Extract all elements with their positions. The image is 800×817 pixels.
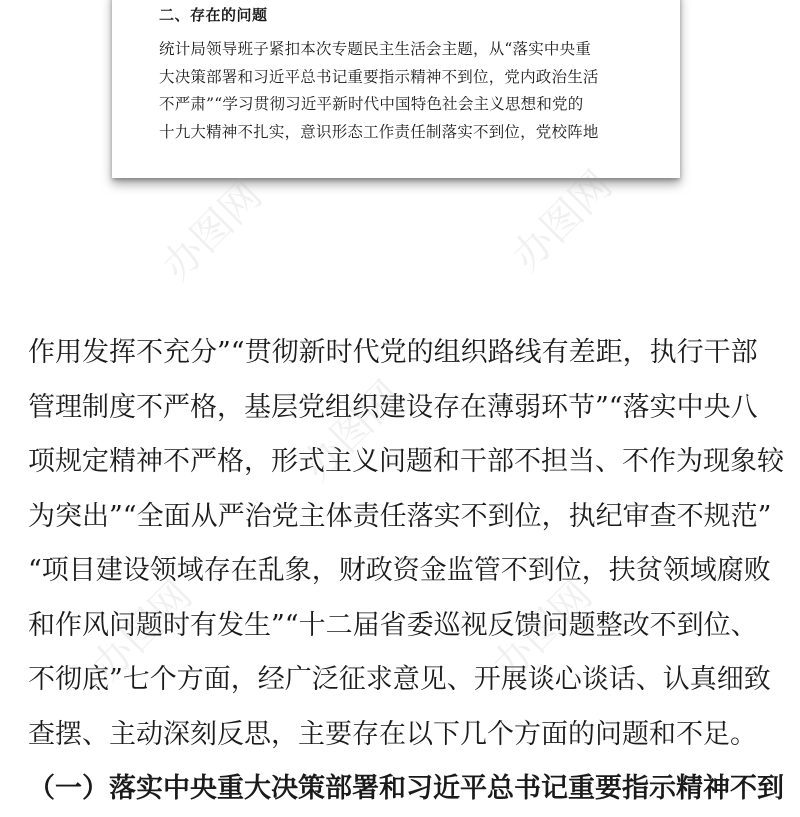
card-paragraph-line: 统计局领导班子紧扣本次专题民主生活会主题，从“落实中央重 (159, 40, 592, 58)
zoomed-paragraph (28, 326, 784, 817)
paragraph-line: 和作风问题时有发生”“十二届省委巡视反馈问题整改不到位、 (28, 609, 758, 641)
paragraph-line: 为突出”“全面从严治党主体责任落实不到位，执纪审查不规范” (28, 500, 772, 532)
card-paragraph-line: 不严肃”“学习贯彻习近平新时代中国特色社会主义思想和党的 (159, 95, 584, 113)
subsection-heading-partial: （一）落实中央重大决策部署和习近平总书记重要指示精神不到 (28, 773, 784, 804)
watermark: 办图网 (83, 572, 202, 690)
section-heading: 二、存在的问题 (159, 6, 268, 24)
paragraph-line: 管理制度不严格，基层党组织建设存在薄弱环节”“落实中央八 (28, 391, 758, 423)
paragraph-line: 查摆、主动深刻反思，主要存在以下几个方面的问题和不足。 (28, 718, 757, 750)
paragraph-line: 项规定精神不严格，形式主义问题和干部不担当、不作为现象较 (28, 446, 784, 477)
watermark: 办图网 (503, 162, 622, 280)
watermark: 办图网 (153, 172, 272, 290)
paragraph-line: “项目建设领域存在乱象，财政资金监管不到位，扶贫领域腐败 (28, 555, 771, 586)
paragraph-line: 不彻底”七个方面，经广泛征求意见、开展谈心谈话、认真细致 (28, 664, 771, 695)
document-page-preview (112, 0, 680, 178)
watermark: 办图网 (483, 572, 602, 690)
watermark: 办图网 (293, 372, 412, 490)
card-paragraph (159, 36, 649, 146)
card-paragraph-line: 十九大精神不扎实，意识形态工作责任制落实不到位，党校阵地 (159, 122, 599, 141)
paragraph-line: 作用发挥不充分”“贯彻新时代党的组织路线有差距，执行干部 (28, 337, 758, 368)
card-paragraph-line: 大决策部署和习近平总书记重要指示精神不到位，党内政治生活 (159, 67, 599, 86)
